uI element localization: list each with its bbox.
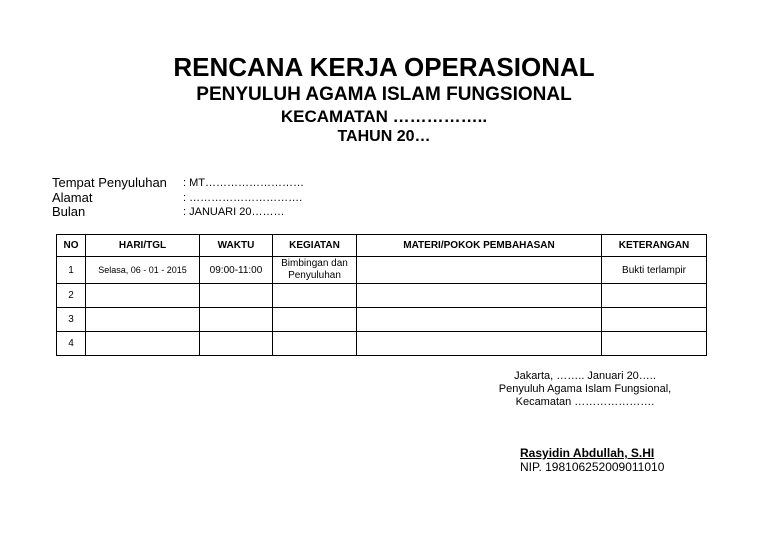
- header-no: NO: [57, 235, 86, 257]
- place-value: : MT………………………: [183, 177, 304, 189]
- cell-material: [357, 257, 602, 284]
- year-heading: TAHUN 20…: [337, 128, 431, 145]
- cell-activity: [273, 332, 357, 356]
- cell-activity: Bimbingan dan Penyuluhan: [273, 257, 357, 284]
- cell-time: [200, 284, 273, 308]
- activity-table: [56, 234, 707, 356]
- table-row: [57, 257, 707, 284]
- signature-role: Penyuluh Agama Islam Fungsional,: [498, 383, 672, 395]
- address-value: : ………………………….: [183, 192, 303, 204]
- address-label: Alamat: [52, 190, 93, 205]
- signatory-name: Rasyidin Abdullah, S.HI: [520, 446, 655, 460]
- district-heading: KECAMATAN ……………..: [280, 107, 488, 126]
- cell-material: [357, 284, 602, 308]
- signatory-nip: NIP. 198106252009011010: [520, 460, 665, 474]
- document-title: RENCANA KERJA OPERASIONAL: [173, 52, 595, 82]
- table-row: [57, 332, 707, 356]
- cell-activity: [273, 308, 357, 332]
- cell-no: 3: [57, 308, 86, 332]
- header-time: WAKTU: [200, 235, 273, 257]
- cell-notes: Bukti terlampir: [602, 257, 707, 284]
- header-material: MATERI/POKOK PEMBAHASAN: [357, 235, 602, 257]
- cell-no: 1: [57, 257, 86, 284]
- place-label: Tempat Penyuluhan: [52, 175, 167, 190]
- signature-district: Kecamatan ………………….: [515, 396, 655, 408]
- cell-activity: [273, 284, 357, 308]
- header-activity: KEGIATAN: [273, 235, 357, 257]
- cell-time: [200, 308, 273, 332]
- table-row: [57, 308, 707, 332]
- table-row: [57, 284, 707, 308]
- cell-time: 09:00-11:00: [200, 257, 273, 284]
- cell-material: [357, 308, 602, 332]
- cell-no: 4: [57, 332, 86, 356]
- cell-notes: [602, 332, 707, 356]
- cell-day-date: [86, 332, 200, 356]
- cell-day-date: [86, 308, 200, 332]
- month-label: Bulan: [52, 204, 86, 219]
- cell-no: 2: [57, 284, 86, 308]
- signature-place-date: Jakarta, …….. Januari 20…..: [514, 370, 656, 382]
- document-subtitle: PENYULUH AGAMA ISLAM FUNGSIONAL: [196, 84, 572, 105]
- cell-day-date: Selasa, 06 - 01 - 2015: [86, 257, 200, 284]
- cell-time: [200, 332, 273, 356]
- header-notes: KETERANGAN: [602, 235, 707, 257]
- header-day-date: HARI/TGL: [86, 235, 200, 257]
- table-header-row: [57, 235, 707, 257]
- cell-notes: [602, 284, 707, 308]
- cell-material: [357, 332, 602, 356]
- cell-day-date: [86, 284, 200, 308]
- month-value: : JANUARI 20………: [183, 206, 285, 218]
- cell-notes: [602, 308, 707, 332]
